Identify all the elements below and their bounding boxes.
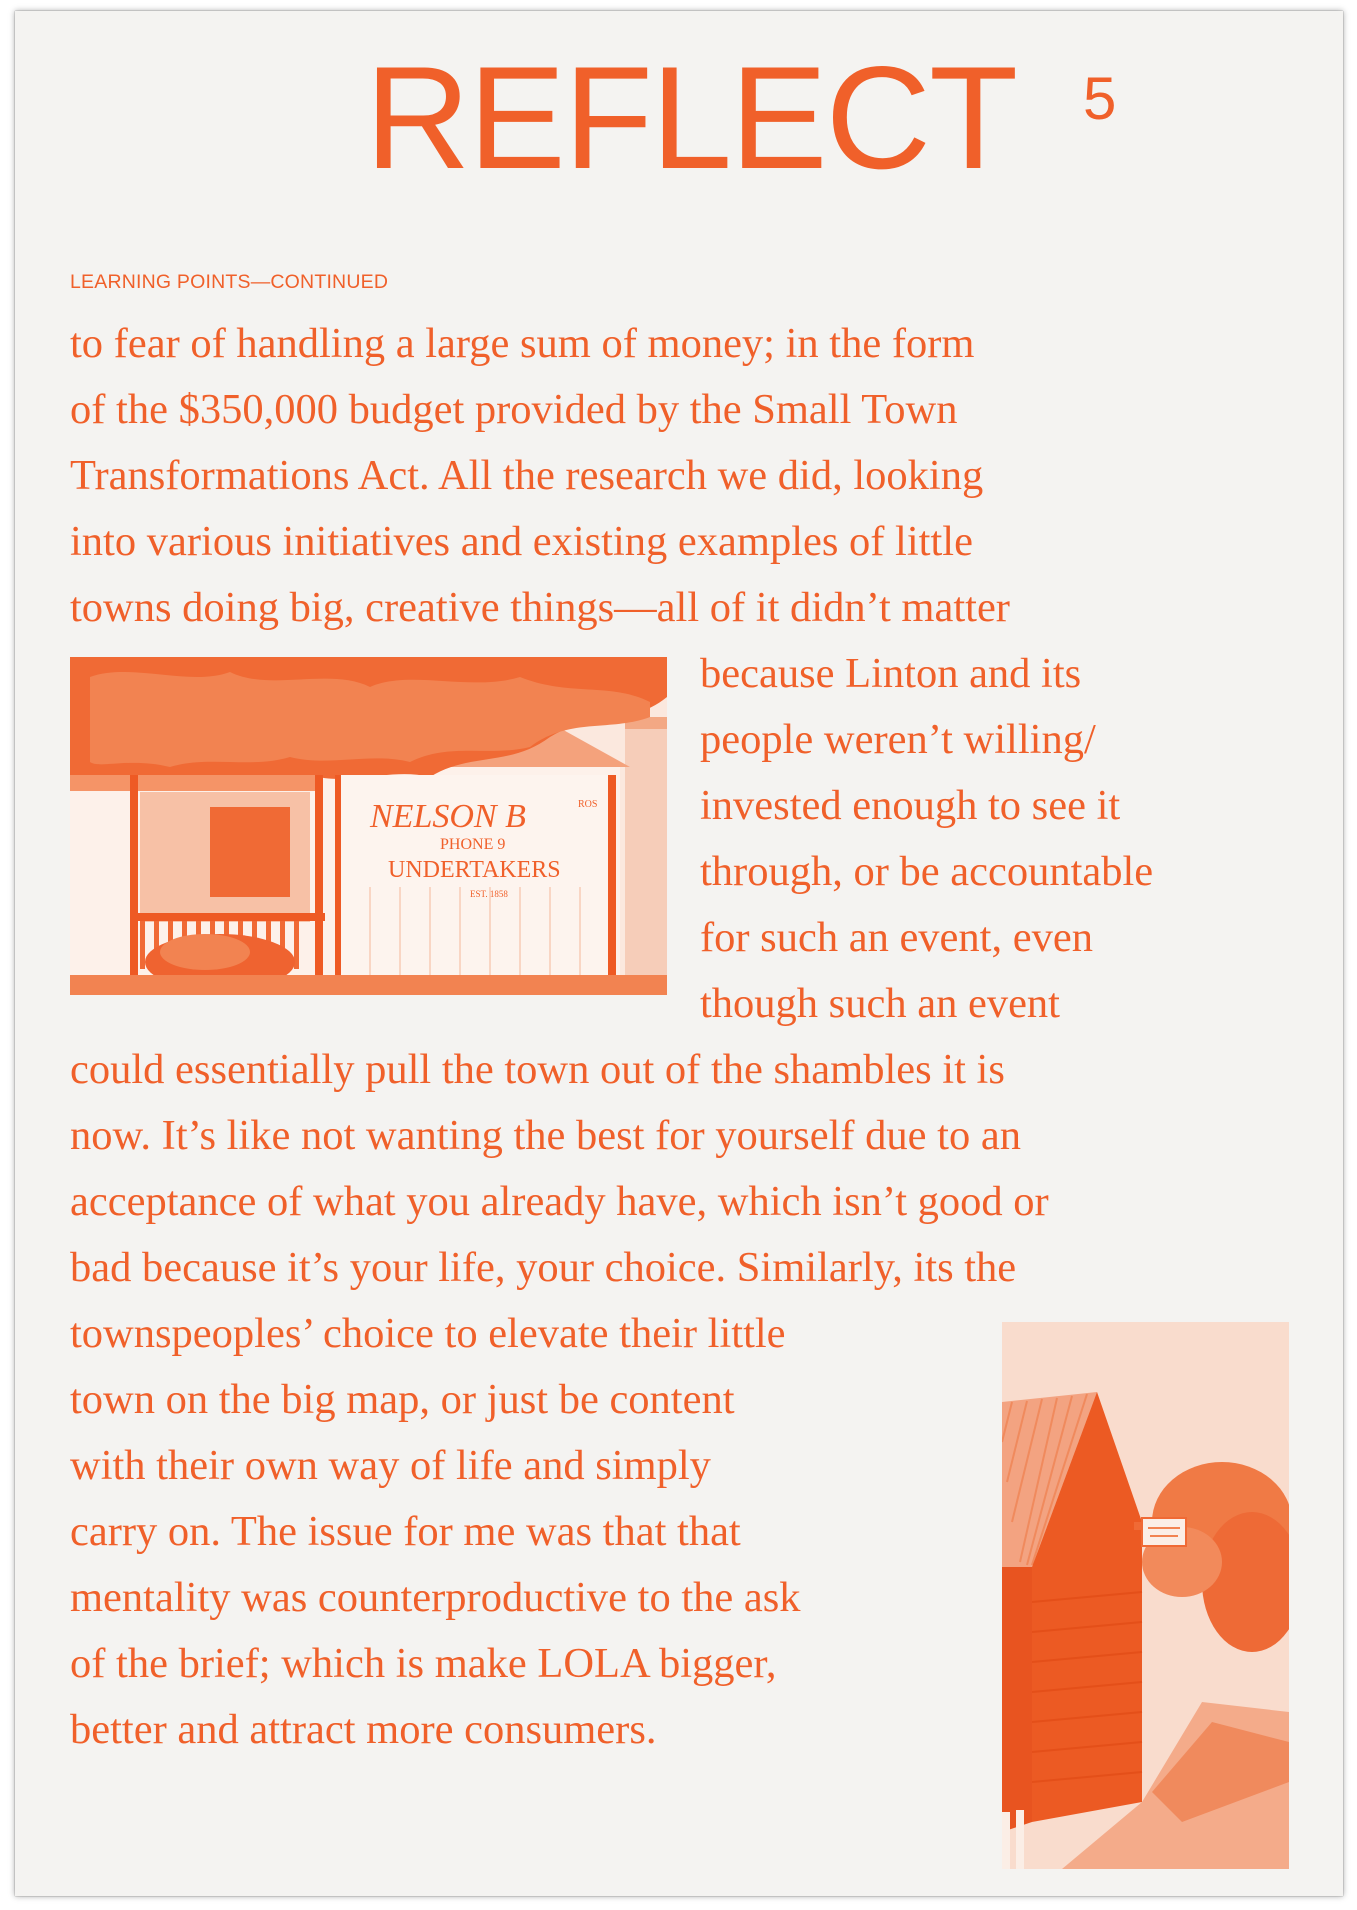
sign-bros: ROS [578,799,598,810]
sign-established: EST. 1858 [470,889,508,899]
body-line: now. It’s like not wanting the best for yourself due to an [70,1112,1021,1159]
body-line: into various initiatives and existing examples of little [70,518,973,565]
body-line: with their own way of life and simply [70,1442,711,1489]
body-line: townspeoples’ choice to elevate their little [70,1310,786,1357]
sign-nelson: NELSON B [370,798,526,835]
sign-phone: PHONE 9 [440,836,506,853]
photo-alley-shed [1002,1322,1289,1869]
page-sheet [15,11,1343,1896]
body-line: people weren’t willing/ [700,716,1096,763]
body-line: carry on. The issue for me was that that [70,1508,741,1555]
body-line: invested enough to see it [700,782,1121,829]
photo-undertakers-storefront [70,657,667,995]
body-line: acceptance of what you already have, which isn’t good or [70,1178,1049,1225]
body-line: through, or be accountable [700,848,1154,895]
body-line: though such an event [700,980,1060,1027]
photo-undertakers-image [70,657,667,995]
page-number: 5 [1083,65,1117,132]
body-line: towns doing big, creative things—all of it didn’t matter [70,584,1010,631]
body-line: for such an event, even [700,914,1093,961]
body-line: town on the big map, or just be content [70,1376,735,1423]
photo-alley-image [1002,1322,1289,1869]
page-title: REFLECT [365,36,1017,199]
body-line: mentality was counterproductive to the ask [70,1574,801,1621]
body-line: Transformations Act. All the research we did, looking [70,452,984,499]
body-line: of the $350,000 budget provided by the Small Town [70,386,958,433]
body-line: of the brief; which is make LOLA bigger, [70,1640,777,1687]
body-line: better and attract more consumers. [70,1706,657,1753]
body-line: could essentially pull the town out of the shambles it is [70,1046,1005,1093]
body-line: to fear of handling a large sum of money; in the form [70,320,975,367]
body-line: because Linton and its [700,650,1082,697]
body-line: bad because it’s your life, your choice. Similarly, its the [70,1244,1017,1291]
section-label: LEARNING POINTS—CONTINUED [70,271,389,293]
sign-undertakers: UNDERTAKERS [388,857,561,883]
